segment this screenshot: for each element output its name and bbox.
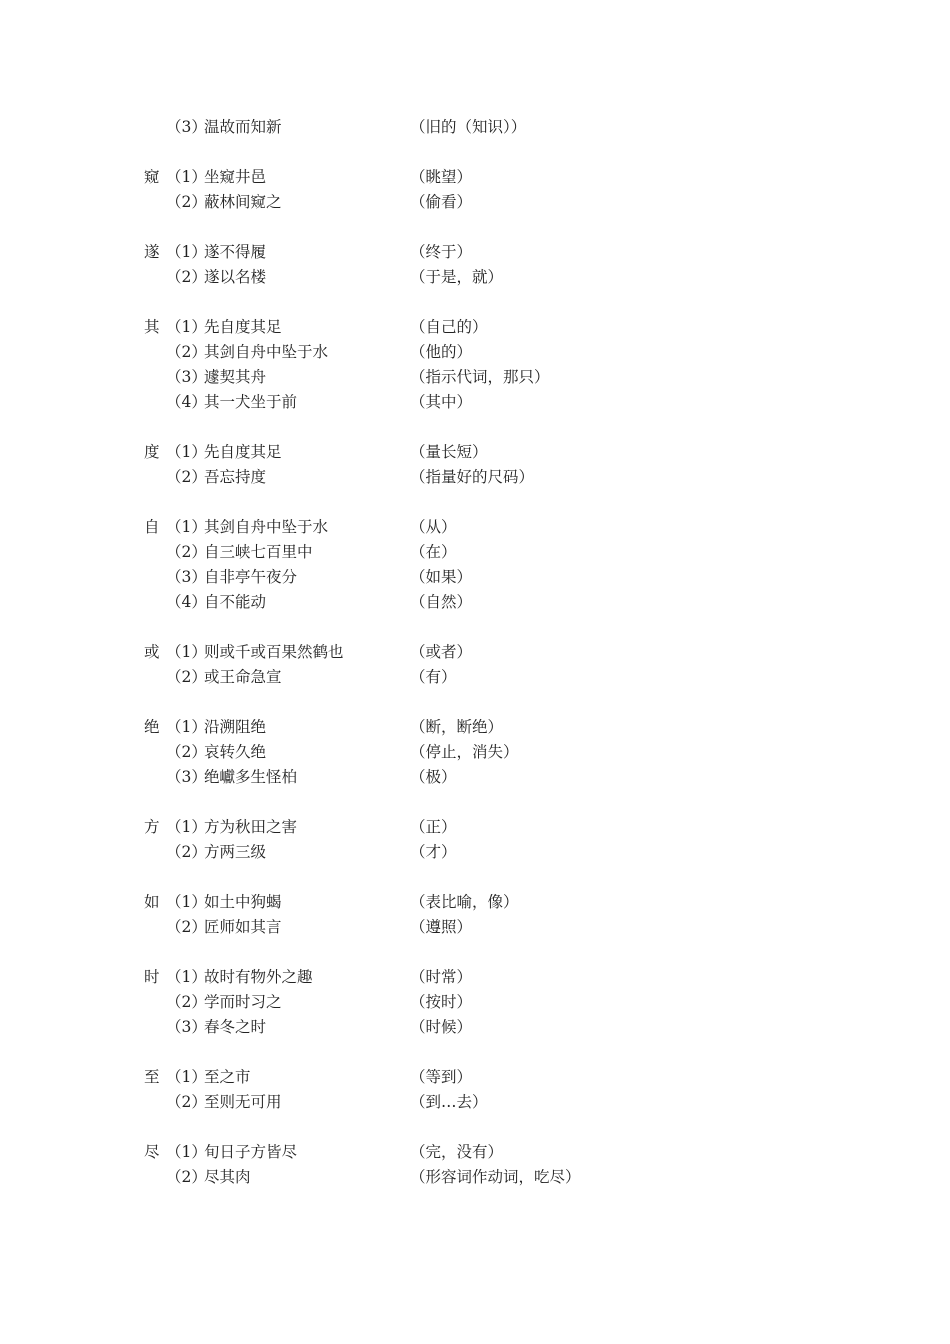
- word-meaning: （或者）: [410, 643, 473, 661]
- headword: 至: [144, 1068, 160, 1086]
- usage-number: （2）: [166, 668, 207, 686]
- word-group: [144, 815, 904, 865]
- headword: 方: [144, 818, 160, 836]
- word-meaning: （指示代词，那只）: [410, 368, 550, 386]
- usage-number: （3）: [166, 118, 207, 136]
- example-sentence: 其剑自舟中坠于水: [204, 343, 329, 361]
- usage-row: [144, 440, 904, 465]
- usage-row: [144, 115, 904, 140]
- usage-number: （2）: [166, 843, 207, 861]
- usage-row: [144, 1140, 904, 1165]
- word-meaning: （按时）: [410, 993, 473, 1011]
- usage-number: （4）: [166, 593, 207, 611]
- example-sentence: 沿溯阻绝: [204, 718, 267, 736]
- word-group: [144, 315, 904, 415]
- usage-row: [144, 990, 904, 1015]
- word-meaning: （自己的）: [410, 318, 488, 336]
- usage-row: [144, 740, 904, 765]
- example-sentence: 故时有物外之趣: [204, 968, 313, 986]
- headword: 遂: [144, 243, 160, 261]
- usage-number: （1）: [166, 818, 207, 836]
- word-group: [144, 965, 904, 1040]
- word-group: [144, 165, 904, 215]
- vocabulary-list: [144, 115, 904, 1215]
- usage-number: （2）: [166, 468, 207, 486]
- usage-row: [144, 540, 904, 565]
- example-sentence: 绝巘多生怪柏: [204, 768, 298, 786]
- usage-row: [144, 665, 904, 690]
- word-group: [144, 890, 904, 940]
- word-meaning: （指量好的尺码）: [410, 468, 535, 486]
- example-sentence: 其剑自舟中坠于水: [204, 518, 329, 536]
- usage-number: （4）: [166, 393, 207, 411]
- usage-row: [144, 815, 904, 840]
- word-group: [144, 440, 904, 490]
- example-sentence: 自三峡七百里中: [204, 543, 313, 561]
- example-sentence: 匠师如其言: [204, 918, 282, 936]
- example-sentence: 蔽林间窥之: [204, 193, 282, 211]
- word-meaning: （偷看）: [410, 193, 473, 211]
- word-meaning: （才）: [410, 843, 457, 861]
- headword: 自: [144, 518, 160, 536]
- usage-row: [144, 240, 904, 265]
- word-meaning: （于是，就）: [410, 268, 504, 286]
- usage-row: [144, 165, 904, 190]
- example-sentence: 方两三级: [204, 843, 267, 861]
- usage-number: （1）: [166, 318, 207, 336]
- usage-row: [144, 390, 904, 415]
- example-sentence: 至则无可用: [204, 1093, 282, 1111]
- usage-row: [144, 465, 904, 490]
- word-meaning: （到…去）: [410, 1093, 488, 1111]
- headword: 或: [144, 643, 160, 661]
- usage-number: （1）: [166, 718, 207, 736]
- usage-number: （1）: [166, 243, 207, 261]
- usage-number: （3）: [166, 1018, 207, 1036]
- usage-row: [144, 640, 904, 665]
- word-meaning: （眺望）: [410, 168, 473, 186]
- usage-row: [144, 265, 904, 290]
- word-group: [144, 1140, 904, 1190]
- word-meaning: （形容词作动词，吃尽）: [410, 1168, 581, 1186]
- headword: 尽: [144, 1143, 160, 1161]
- usage-row: [144, 1090, 904, 1115]
- usage-number: （2）: [166, 1168, 207, 1186]
- word-group: [144, 715, 904, 790]
- usage-row: [144, 715, 904, 740]
- usage-row: [144, 590, 904, 615]
- example-sentence: 遂以名楼: [204, 268, 267, 286]
- usage-number: （2）: [166, 1093, 207, 1111]
- usage-row: [144, 965, 904, 990]
- usage-number: （2）: [166, 193, 207, 211]
- example-sentence: 先自度其足: [204, 318, 282, 336]
- usage-row: [144, 1065, 904, 1090]
- usage-number: （1）: [166, 1143, 207, 1161]
- headword: 其: [144, 318, 160, 336]
- word-meaning: （极）: [410, 768, 457, 786]
- word-meaning: （终于）: [410, 243, 473, 261]
- usage-row: [144, 515, 904, 540]
- headword: 时: [144, 968, 160, 986]
- usage-row: [144, 190, 904, 215]
- example-sentence: 先自度其足: [204, 443, 282, 461]
- usage-row: [144, 765, 904, 790]
- usage-row: [144, 890, 904, 915]
- example-sentence: 遽契其舟: [204, 368, 267, 386]
- example-sentence: 则或千或百果然鹤也: [204, 643, 344, 661]
- example-sentence: 温故而知新: [204, 118, 282, 136]
- word-meaning: （完，没有）: [410, 1143, 504, 1161]
- example-sentence: 哀转久绝: [204, 743, 267, 761]
- headword: 如: [144, 893, 160, 911]
- usage-number: （2）: [166, 993, 207, 1011]
- word-meaning: （他的）: [410, 343, 473, 361]
- word-group: [144, 515, 904, 615]
- usage-number: （1）: [166, 893, 207, 911]
- word-meaning: （有）: [410, 668, 457, 686]
- usage-number: （1）: [166, 1068, 207, 1086]
- usage-row: [144, 365, 904, 390]
- word-meaning: （在）: [410, 543, 457, 561]
- usage-number: （2）: [166, 743, 207, 761]
- word-meaning: （自然）: [410, 593, 473, 611]
- usage-row: [144, 840, 904, 865]
- word-meaning: （停止，消失）: [410, 743, 519, 761]
- word-group: [144, 640, 904, 690]
- word-meaning: （等到）: [410, 1068, 473, 1086]
- usage-number: （1）: [166, 518, 207, 536]
- word-meaning: （如果）: [410, 568, 473, 586]
- example-sentence: 学而时习之: [204, 993, 282, 1011]
- word-meaning: （旧的（知识））: [410, 118, 527, 136]
- example-sentence: 其一犬坐于前: [204, 393, 298, 411]
- word-meaning: （量长短）: [410, 443, 488, 461]
- usage-number: （1）: [166, 968, 207, 986]
- word-meaning: （时常）: [410, 968, 473, 986]
- word-meaning: （表比喻，像）: [410, 893, 519, 911]
- headword: 窥: [144, 168, 160, 186]
- example-sentence: 自非亭午夜分: [204, 568, 298, 586]
- example-sentence: 如土中狗蝎: [204, 893, 282, 911]
- usage-number: （2）: [166, 268, 207, 286]
- usage-number: （2）: [166, 918, 207, 936]
- usage-number: （2）: [166, 343, 207, 361]
- usage-number: （1）: [166, 168, 207, 186]
- usage-row: [144, 915, 904, 940]
- word-group: [144, 240, 904, 290]
- usage-number: （3）: [166, 768, 207, 786]
- example-sentence: 遂不得履: [204, 243, 267, 261]
- word-meaning: （遵照）: [410, 918, 473, 936]
- headword: 度: [144, 443, 160, 461]
- headword: 绝: [144, 718, 160, 736]
- example-sentence: 或王命急宣: [204, 668, 282, 686]
- usage-number: （1）: [166, 443, 207, 461]
- usage-row: [144, 1015, 904, 1040]
- example-sentence: 方为秋田之害: [204, 818, 298, 836]
- usage-number: （2）: [166, 543, 207, 561]
- word-group: [144, 1065, 904, 1115]
- example-sentence: 春冬之时: [204, 1018, 267, 1036]
- usage-number: （3）: [166, 368, 207, 386]
- word-meaning: （从）: [410, 518, 457, 536]
- word-meaning: （断，断绝）: [410, 718, 504, 736]
- example-sentence: 吾忘持度: [204, 468, 267, 486]
- usage-row: [144, 340, 904, 365]
- word-group: [144, 115, 904, 140]
- usage-number: （3）: [166, 568, 207, 586]
- usage-number: （1）: [166, 643, 207, 661]
- usage-row: [144, 315, 904, 340]
- usage-row: [144, 1165, 904, 1190]
- example-sentence: 至之市: [204, 1068, 251, 1086]
- example-sentence: 尽其肉: [204, 1168, 251, 1186]
- word-meaning: （其中）: [410, 393, 473, 411]
- word-meaning: （正）: [410, 818, 457, 836]
- example-sentence: 自不能动: [204, 593, 267, 611]
- usage-row: [144, 565, 904, 590]
- word-meaning: （时候）: [410, 1018, 473, 1036]
- example-sentence: 坐窥井邑: [204, 168, 267, 186]
- example-sentence: 旬日子方皆尽: [204, 1143, 298, 1161]
